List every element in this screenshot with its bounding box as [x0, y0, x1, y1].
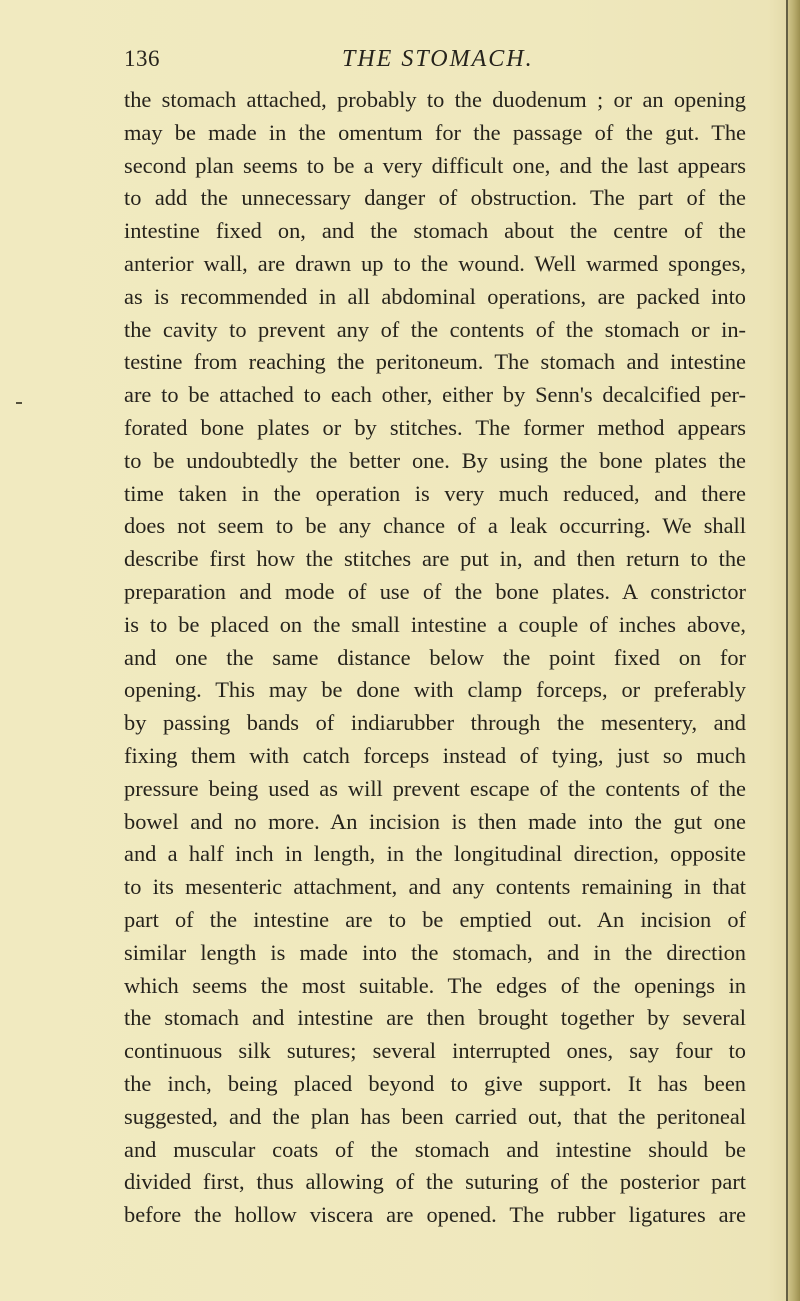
- text-line: the stomach and intestine are then brought together by several: [124, 1005, 746, 1031]
- text-line: as is recommended in all abdominal operations, are packed into: [124, 283, 746, 309]
- page-number: 136: [124, 46, 160, 71]
- text-line: continuous silk sutures; several interrupted ones, say four to: [124, 1038, 746, 1064]
- text-line: divided first, thus allowing of the suturing of the posterior part: [124, 1169, 746, 1195]
- text-line: does not seem to be any chance of a leak occurring. We shall: [124, 513, 746, 539]
- text-line: second plan seems to be a very difficult one, and the last appears: [124, 152, 746, 178]
- text-line: anterior wall, are drawn up to the wound. Well warmed sponges,: [124, 250, 746, 276]
- text-line: describe first how the stitches are put in, and then return to the: [124, 546, 746, 572]
- text-line: intestine fixed on, and the stomach about the centre of the: [124, 218, 746, 244]
- text-line: before the hollow viscera are opened. The rubber ligatures are: [124, 1202, 746, 1228]
- text-line: similar length is made into the stomach, and in the direction: [124, 939, 746, 965]
- text-line: are to be attached to each other, either by Senn's decalcified per-: [124, 382, 746, 408]
- text-line: bowel and no more. An incision is then made into the gut one: [124, 808, 746, 834]
- page-header: [124, 40, 744, 76]
- text-line: to its mesenteric attachment, and any contents remaining in that: [124, 874, 746, 900]
- text-line: opening. This may be done with clamp forceps, or preferably: [124, 677, 746, 703]
- body-text: [124, 84, 746, 1232]
- text-line: may be made in the omentum for the passage of the gut. The: [124, 119, 746, 145]
- text-line: preparation and mode of use of the bone plates. A constrictor: [124, 578, 746, 604]
- text-line: is to be placed on the small intestine a couple of inches above,: [124, 611, 746, 637]
- text-line: testine from reaching the peritoneum. The stomach and intestine: [124, 349, 746, 375]
- text-line: suggested, and the plan has been carried out, that the peritoneal: [124, 1103, 746, 1129]
- margin-mark: [16, 402, 22, 404]
- text-line: and one the same distance below the point fixed on for: [124, 644, 746, 670]
- text-line: and a half inch in length, in the longitudinal direction, opposite: [124, 841, 746, 867]
- text-line: pressure being used as will prevent escape of the contents of the: [124, 775, 746, 801]
- text-line: the cavity to prevent any of the contents of the stomach or in-: [124, 316, 746, 342]
- running-title: THE STOMACH.: [342, 46, 534, 72]
- text-line: the stomach attached, probably to the duodenum ; or an opening: [124, 87, 746, 112]
- text-line: part of the intestine are to be emptied out. An incision of: [124, 906, 746, 932]
- text-line: fixing them with catch forceps instead of tying, just so much: [124, 742, 746, 768]
- page-edge-line: [786, 0, 788, 1301]
- text-line: to be undoubtedly the better one. By using the bone plates the: [124, 447, 746, 473]
- text-line: which seems the most suitable. The edges of the openings in: [124, 972, 746, 998]
- page-edge: [788, 0, 800, 1301]
- text-line: forated bone plates or by stitches. The former method appears: [124, 414, 746, 440]
- text-line: time taken in the operation is very much reduced, and there: [124, 480, 746, 506]
- text-line: the inch, being placed beyond to give support. It has been: [124, 1070, 746, 1096]
- text-line: to add the unnecessary danger of obstruction. The part of the: [124, 185, 746, 211]
- text-line: and muscular coats of the stomach and intestine should be: [124, 1136, 746, 1162]
- text-line: by passing bands of indiarubber through the mesentery, and: [124, 710, 746, 736]
